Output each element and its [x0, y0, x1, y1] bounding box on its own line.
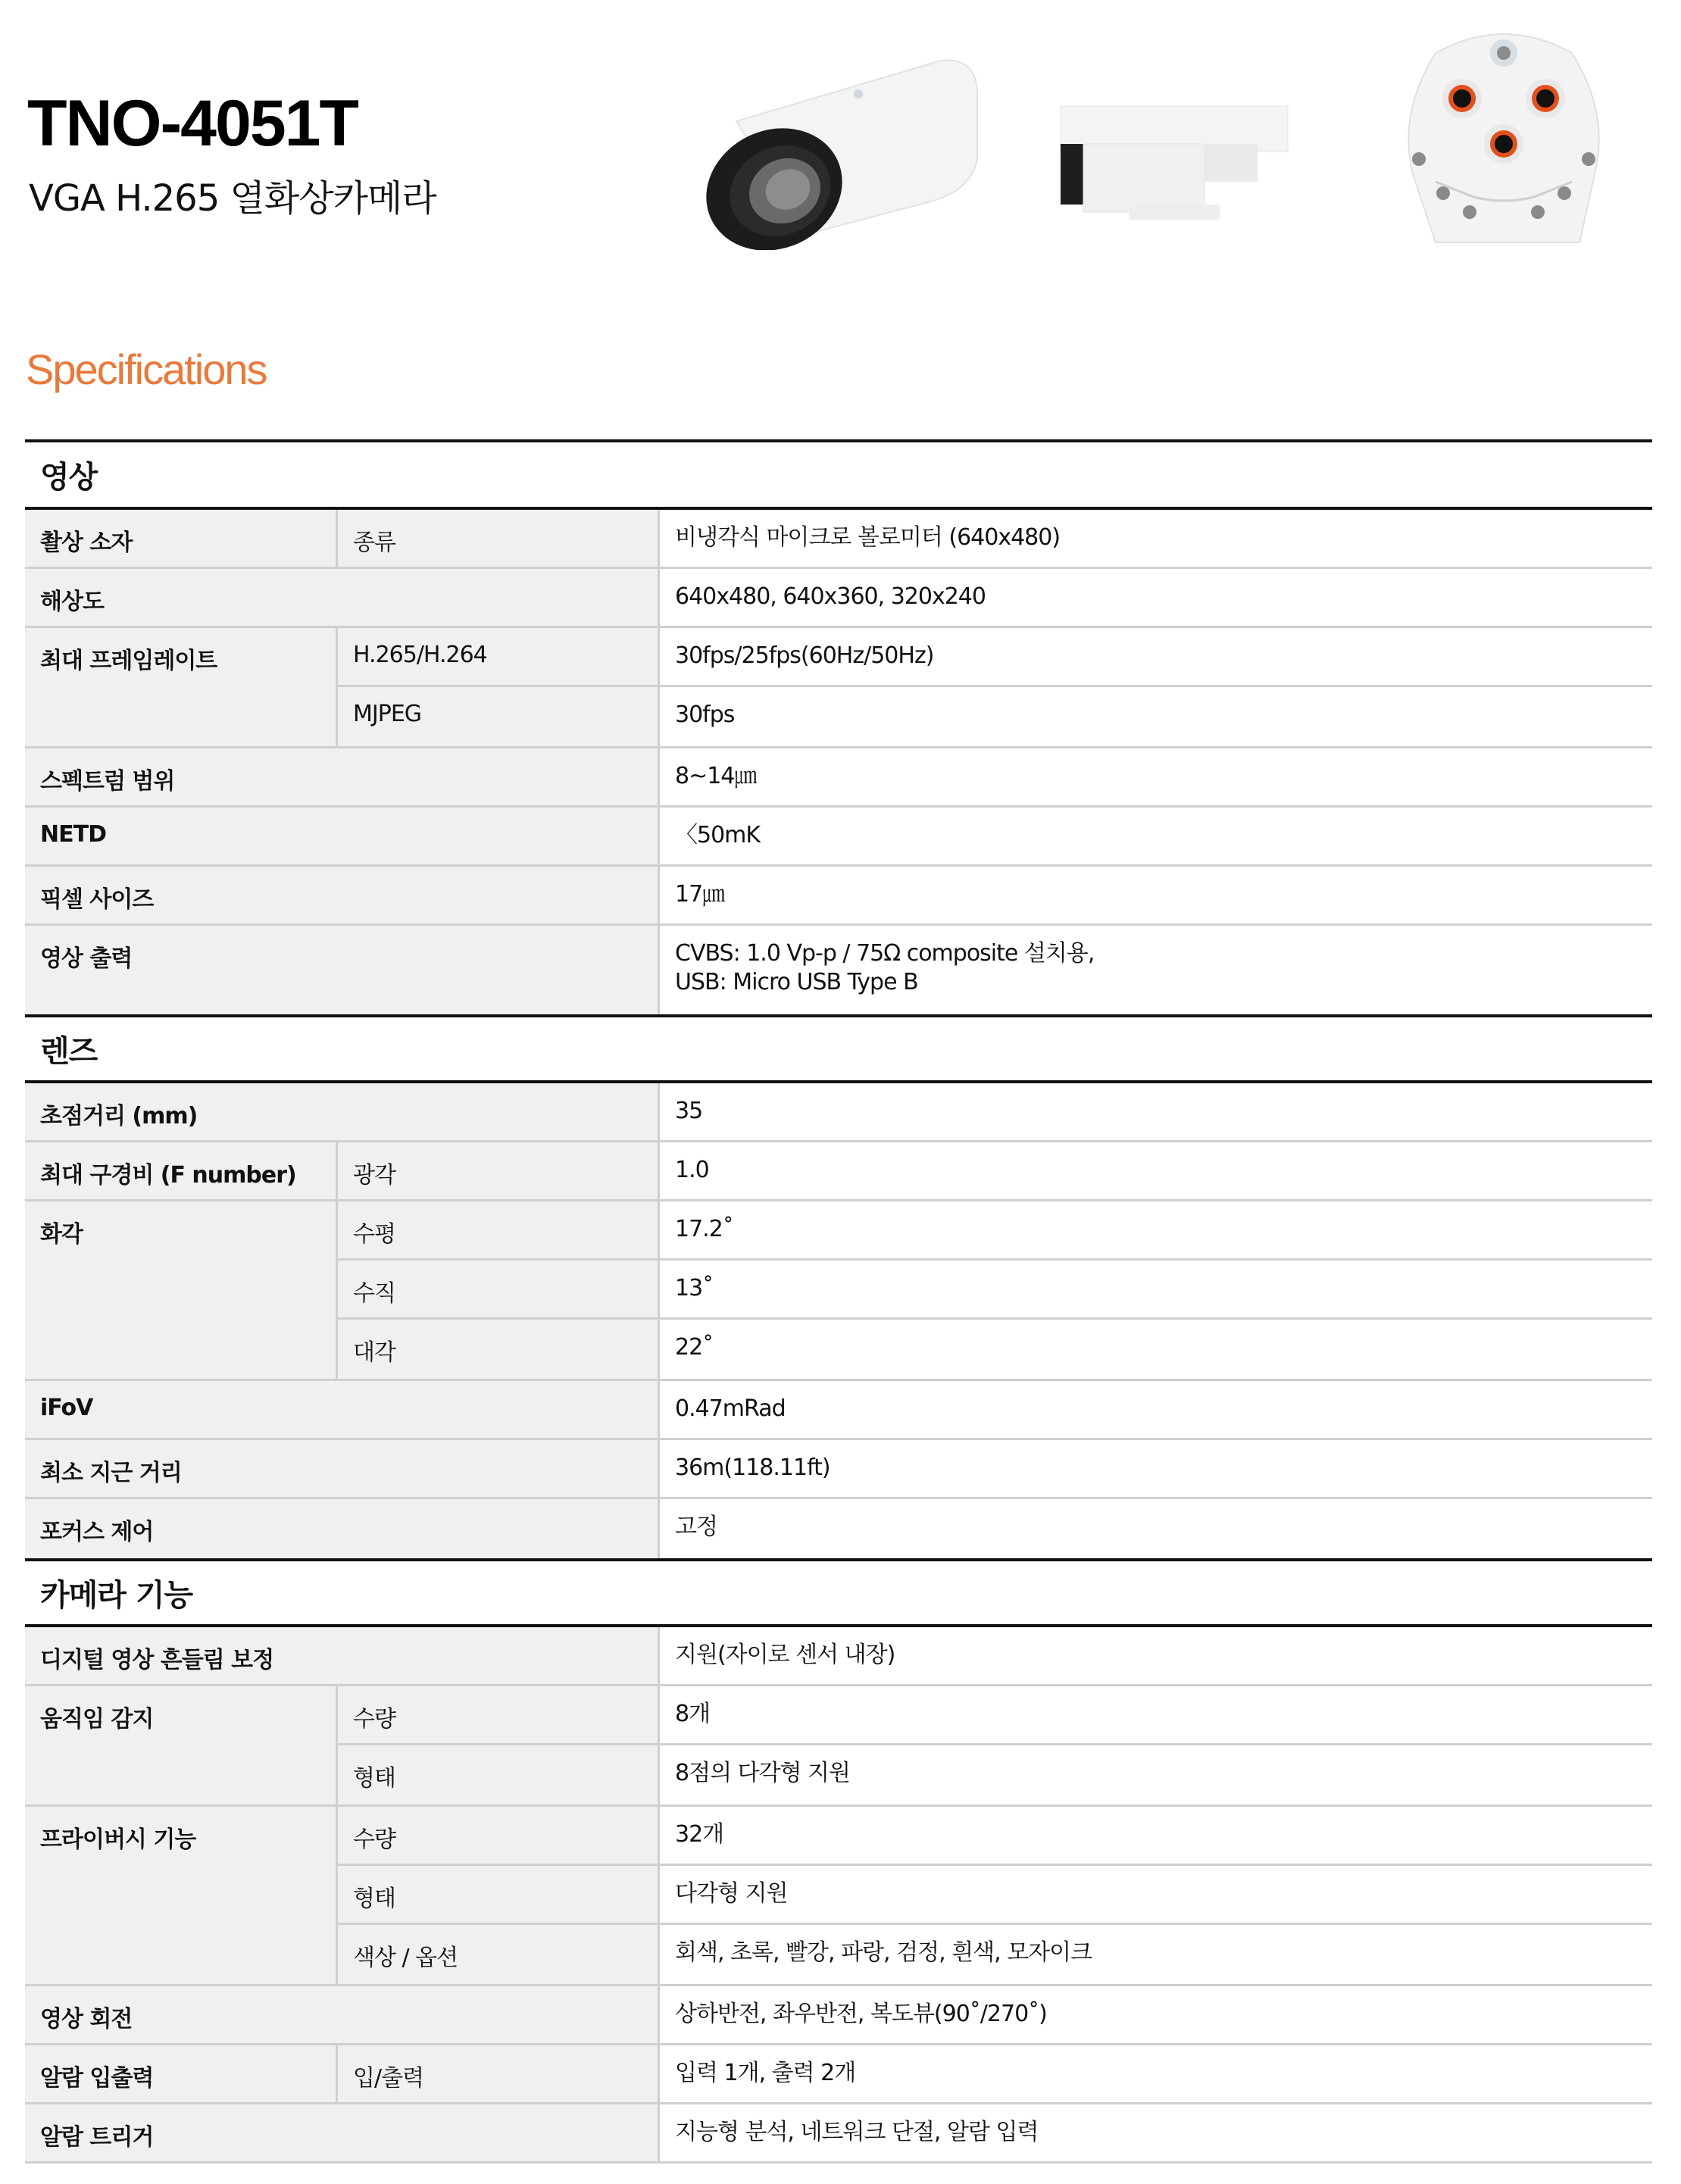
row-label: iFoV — [25, 1381, 660, 1438]
product-images — [682, 23, 1614, 265]
row-value-line: CVBS: 1.0 Vp-p / 75Ω composite 설치용, — [675, 940, 1095, 967]
row-label: 스펙트럼 범위 — [25, 748, 660, 805]
row-sublabel: H.265/H.264 — [336, 628, 660, 685]
row-value: 36m(118.11ft) — [660, 1440, 1652, 1497]
row-value: 22˚ — [660, 1320, 1652, 1379]
table-subrow — [336, 1320, 1652, 1379]
row-label: 프라이버시 기능 — [25, 1807, 336, 1984]
row-value: 640x480, 640x360, 320x240 — [660, 569, 1652, 626]
row-value: 35 — [660, 1083, 1652, 1140]
row-label: 디지털 영상 흔들림 보정 — [25, 1627, 660, 1684]
row-value: 지능형 분석, 네트워크 단절, 알람 입력 — [660, 2104, 1652, 2161]
row-sublabel: MJPEG — [336, 687, 660, 746]
row-sublabel: 형태 — [336, 1745, 660, 1804]
table-row — [25, 1142, 1652, 1201]
table-row — [25, 1499, 1652, 1558]
row-label: 영상 회전 — [25, 1986, 660, 2043]
table-row — [25, 569, 1652, 628]
table-subrow — [336, 1925, 1652, 1984]
table-subrow — [336, 1201, 1652, 1261]
table-row — [25, 1381, 1652, 1440]
row-label: 초점거리 (mm) — [25, 1083, 660, 1140]
section-header-camera-functions: 카메라 기능 — [25, 1558, 1652, 1627]
table-row — [25, 2104, 1652, 2164]
row-value: 상하반전, 좌우반전, 복도뷰(90˚/270˚) — [660, 1986, 1652, 2043]
row-label: 해상도 — [25, 569, 660, 626]
table-row — [25, 2045, 1652, 2104]
row-label: 포커스 제어 — [25, 1499, 660, 1558]
camera-mount-top-view-image — [1390, 23, 1617, 265]
row-sublabel: 수량 — [336, 1686, 660, 1743]
table-subrow — [336, 1745, 1652, 1804]
row-label: 움직임 감지 — [25, 1686, 336, 1804]
spec-table — [25, 439, 1652, 2164]
row-value: 지원(자이로 센서 내장) — [660, 1627, 1652, 1684]
row-label: 픽셀 사이즈 — [25, 867, 660, 923]
row-value: 0.47mRad — [660, 1381, 1652, 1438]
section-header-video: 영상 — [25, 439, 1652, 510]
table-row-group — [25, 628, 1652, 748]
product-subtitle: VGA H.265 열화상카메라 — [29, 177, 436, 220]
row-value: 13˚ — [660, 1261, 1652, 1317]
row-label: 알람 트리거 — [25, 2104, 660, 2161]
table-row — [25, 808, 1652, 867]
section-header-lens: 렌즈 — [25, 1014, 1652, 1083]
table-row — [25, 1083, 1652, 1142]
row-sublabel: 수직 — [336, 1261, 660, 1317]
table-row-group — [25, 1686, 1652, 1807]
table-row — [25, 1627, 1652, 1686]
row-value: 32개 — [660, 1807, 1652, 1864]
table-subrow — [336, 1261, 1652, 1320]
table-row — [25, 867, 1652, 926]
table-subrow — [336, 1686, 1652, 1745]
table-row — [25, 926, 1652, 1014]
row-label: 최대 프레임레이트 — [25, 628, 336, 746]
row-value: 회색, 초록, 빨강, 파랑, 검정, 흰색, 모자이크 — [660, 1925, 1652, 1984]
table-row — [25, 1440, 1652, 1499]
row-sublabel: 수평 — [336, 1201, 660, 1258]
table-subrow — [336, 687, 1652, 746]
row-value-line: USB: Micro USB Type B — [675, 968, 918, 995]
table-row — [25, 510, 1652, 569]
row-value: 17㎛ — [660, 867, 1652, 923]
row-value — [660, 926, 1652, 1014]
specifications-heading: Specifications — [26, 345, 267, 393]
row-value: 30fps — [660, 687, 1652, 746]
row-sublabel: 종류 — [336, 510, 660, 567]
row-sublabel: 입/출력 — [336, 2045, 660, 2102]
row-label: 촬상 소자 — [25, 510, 336, 567]
row-value: 입력 1개, 출력 2개 — [660, 2045, 1652, 2102]
row-value: 다각형 지원 — [660, 1866, 1652, 1923]
row-value: 고정 — [660, 1499, 1652, 1558]
row-value: 8개 — [660, 1686, 1652, 1743]
row-sublabel: 대각 — [336, 1320, 660, 1379]
row-value: 17.2˚ — [660, 1201, 1652, 1258]
row-value: 비냉각식 마이크로 볼로미터 (640x480) — [660, 510, 1652, 567]
table-row — [25, 748, 1652, 808]
table-row-group — [25, 1807, 1652, 1986]
row-label: 최소 지근 거리 — [25, 1440, 660, 1497]
row-sublabel: 색상 / 옵션 — [336, 1925, 660, 1984]
product-model-title: TNO-4051T — [27, 87, 358, 160]
row-value: 8점의 다각형 지원 — [660, 1745, 1652, 1804]
row-value: 1.0 — [660, 1142, 1652, 1199]
row-sublabel: 광각 — [336, 1142, 660, 1199]
table-subrow — [336, 1807, 1652, 1866]
table-row-group — [25, 1201, 1652, 1381]
camera-front-angle-image — [691, 45, 986, 250]
camera-side-view-image — [1045, 98, 1295, 220]
row-value: 30fps/25fps(60Hz/50Hz) — [660, 628, 1652, 685]
table-subrow — [336, 628, 1652, 687]
row-label: 화각 — [25, 1201, 336, 1379]
row-sublabel: 형태 — [336, 1866, 660, 1923]
row-label: 알람 입출력 — [25, 2045, 336, 2102]
table-row — [25, 1986, 1652, 2045]
row-sublabel: 수량 — [336, 1807, 660, 1864]
row-label: 최대 구경비 (F number) — [25, 1142, 336, 1199]
row-label: 영상 출력 — [25, 926, 660, 1014]
row-value: 〈50mK — [660, 808, 1652, 864]
row-label: NETD — [25, 808, 660, 864]
row-value: 8~14㎛ — [660, 748, 1652, 805]
table-subrow — [336, 1866, 1652, 1925]
